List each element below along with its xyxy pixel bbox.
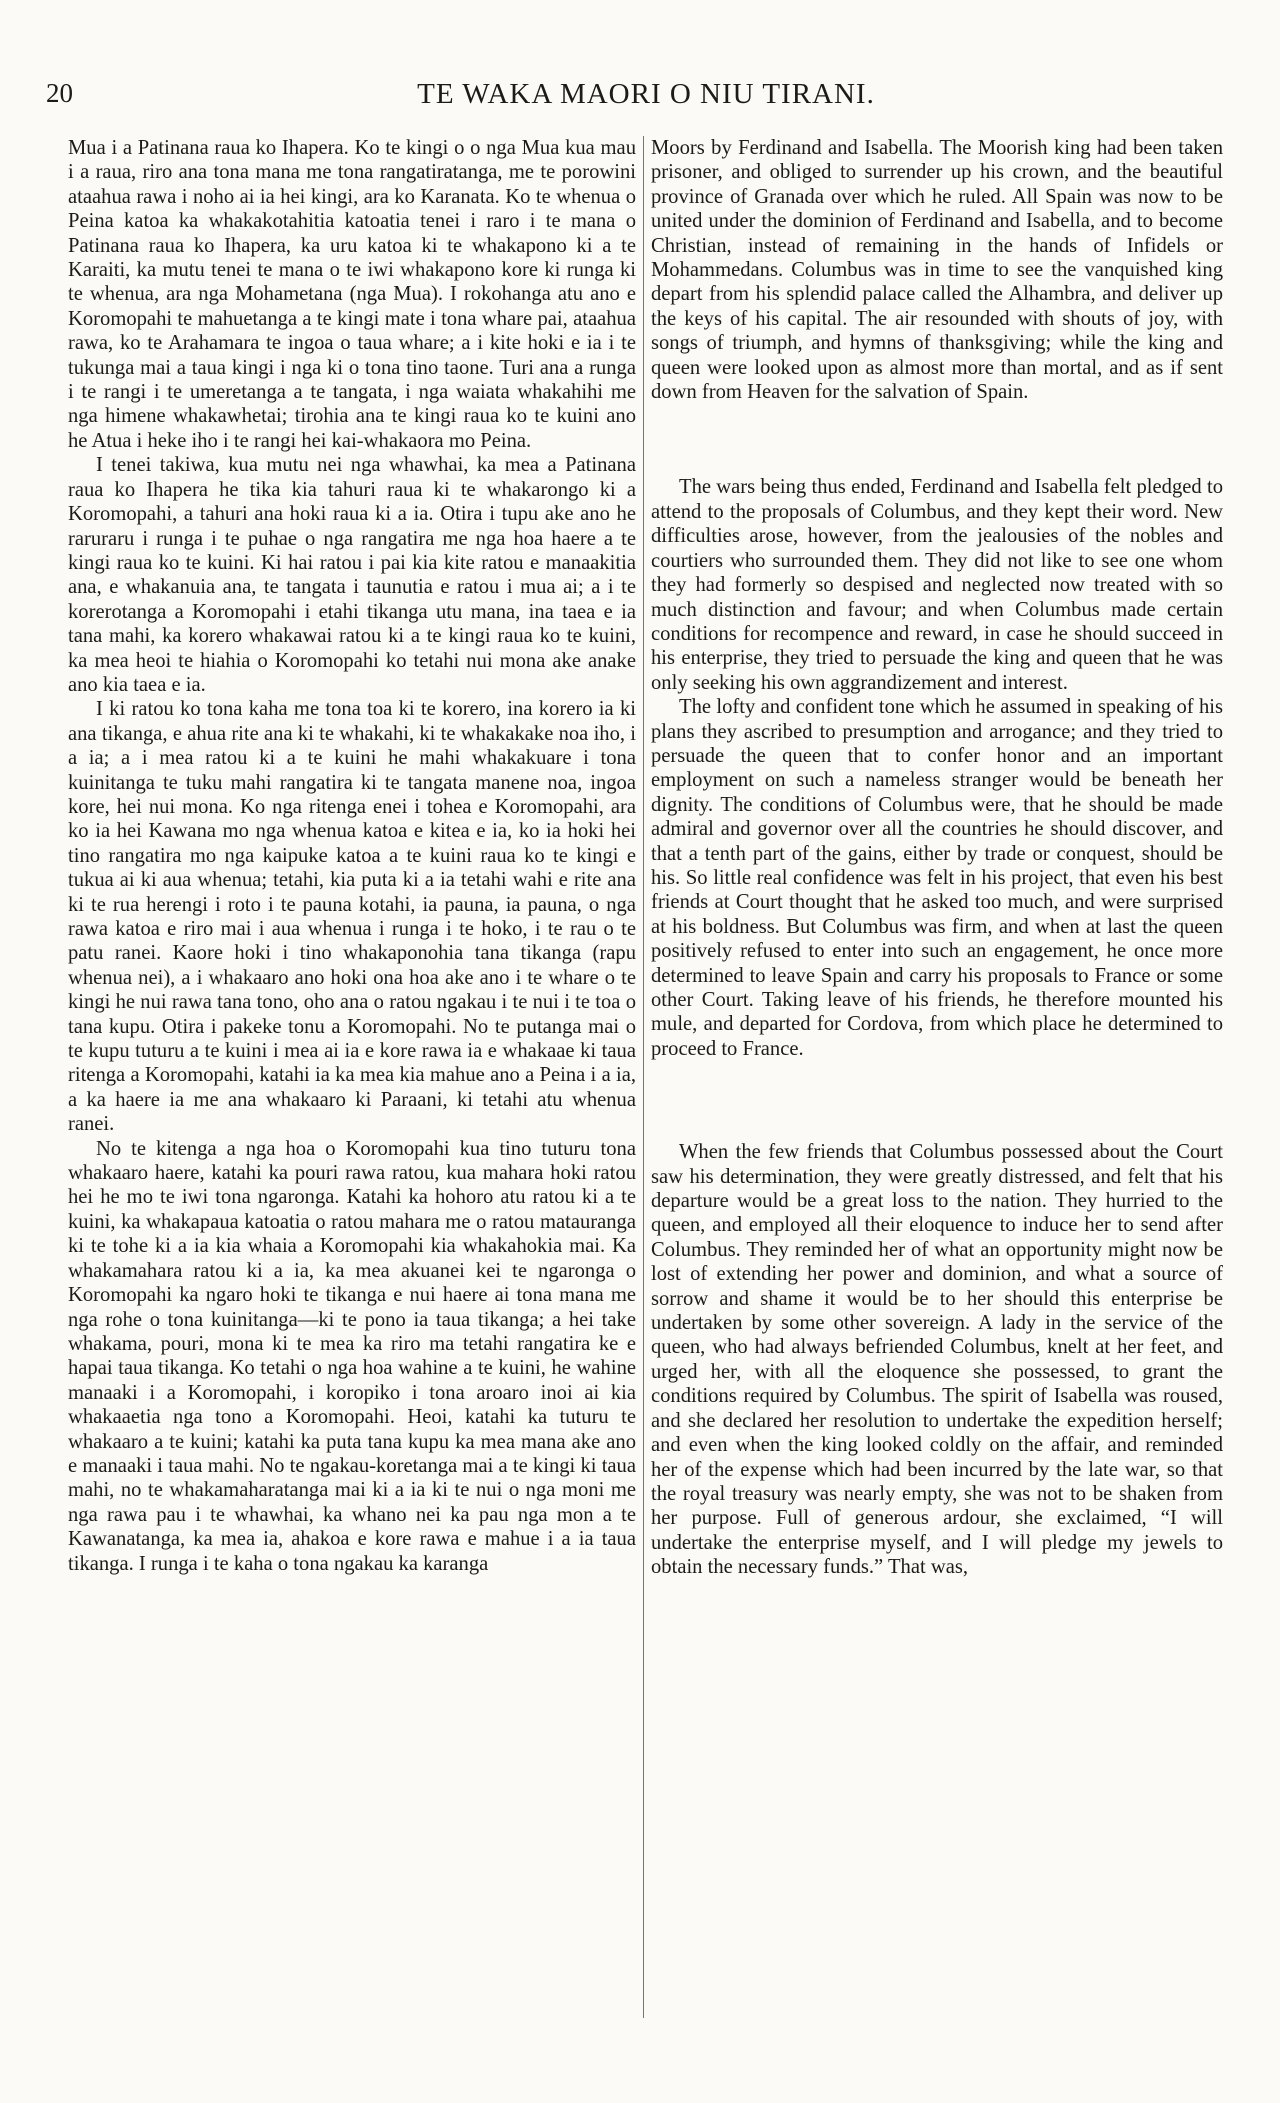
- column-divider: [643, 136, 644, 2018]
- maori-paragraph-3: I ki ratou ko tona kaha me tona toa ki te korero, ina korero ia ki ana tikanga, e ahua rite ana ki te whakahi, ki te whakakake noa iho, i a ia; a i mea ratou ki a te kuini he mahi whakakuare i tona kuinitanga te tuku mahi rangatira ki te tangata manene noa, ingoa kore, hei nui mona. Ko nga ritenga enei i tohea e Koromopahi, ara ko ia hei Kawana mo nga whenua katoa e kitea e ia, ko ia hoki hei tino rangatira mo nga kaipuke katoa a te kuini raua ko te kingi e tukua ai ki aua whenua; tetahi, kia puta ki a ia tetahi wahi e rite ana ki te rua herengi i roto i te pauna kotahi, ia pauna, ia pauna, o nga rawa katoa e riro mai i aua whenua i runga i te hoko, i te rau o te patu ranei. Kaore hoki i tino whakaponohia tana tikanga (rapu whenua nei), a i whakaaro ano hoki ona hoa ake ano i te whare o te kingi he nui rawa tana tono, oho ana o ratou ngakau i te nui i te toa o tana kupu. Otira i pakeke tonu a Koromopahi. No te putanga mai o te kupu tuturu a te kuini i mea ai ia e kore rawa ia e whakaae ki taua ritenga a Koromopahi, katahi ia ka mea kia mahue ano a Peina i a ia, a ka haere ia me ana whakaaro ki Paraani, ki tetahi atu whenua ranei.: [68, 698, 636, 1136]
- maori-paragraph-4: No te kitenga a nga hoa o Koromopahi kua tino tuturu tona whakaaro haere, katahi ka pouri rawa ratou, kua mahara hoki ratou hei he mo te iwi tona ngaronga. Katahi ka hohoro atu ratou ki a te kuini, ka whakapaua katoatia o ratou mahara me o ratou matauranga ki te tohe ki a ia kia whaia a Koromopahi kia whakahokia mai. Ka whakamahara ratou ki a ia, ka mea akuanei kei te ngaronga o Koromopahi ka ngaro hoki te tikanga e nui haere ai tona mana me nga rohe o tona kuinitanga—ki te pono ia taua tikanga; a hei take whakama, pouri, mona ki te mea ka riro ma tetahi rangatira ke e hapai taua tikanga. Ko tetahi o nga hoa wahine a te kuini, he wahine manaaki i a Koromopahi, i koropiko i tona aroaro inoi ai kia whakaaetia nga tono a Koromopahi. Heoi, katahi ka tuturu te whakaaro a te kuini; katahi ka puta tana kupu ka mea mana ake ano e manaaki i taua mahi. No te ngakau-koretanga mai a te kingi ki taua mahi, no te whakamaharatanga mai ki a ia ki te nui o nga moni me nga rawa pau i te whawhai, ka whano nei ka pau nga mon a te Kawanatanga, ka mea ia, ahakoa e kore rawa e mahue i a ia taua tikanga. I runga i te kaha o tona ngakau ka karanga: [68, 1137, 636, 1575]
- page-number: 20: [46, 78, 73, 108]
- english-paragraph-3: The lofty and confident tone which he assumed in speaking of his plans they ascribed to presumption and arrogance; and they tried to persuade the queen that to confer honor and an important employment on such a nameless stranger would be beneath her dignity. The conditions of Columbus were, that he should be made admiral and governor over all the countries he should discover, and that a tenth part of the gains, either by trade or conquest, should be his. So little real confidence was felt in his project, that even his best friends at Court thought that he asked too much, and were surprised at his boldness. But Columbus was firm, and when at last the queen positively refused to enter into such an engagement, he once more determined to leave Spain and carry his proposals to France or some other Court. Taking leave of his friends, he therefore mounted his mule, and departed for Cordova, from which place he determined to proceed to France.: [651, 696, 1223, 1060]
- english-column: [651, 136, 1223, 1580]
- english-paragraph-4: When the few friends that Columbus possessed about the Court saw his determination, they were greatly distressed, and felt that his departure would be a great loss to the nation. They hurried to the queen, and employed all their eloquence to induce her to send after Columbus. They reminded her of what an opportunity might now be lost of extending her power and dominion, and what a source of sorrow and shame it would be to her should this enterprise be undertaken by some other sovereign. A lady in the service of the queen, who had always befriended Columbus, knelt at her feet, and urged her, with all the eloquence she possessed, to grant the conditions required by Columbus. The spirit of Isabella was roused, and she declared her resolution to undertake the expedition herself; and even when the king looked coldly on the affair, and reminded her of the expense which had been incurred by the late war, so that the royal treasury was nearly empty, she was not to be shaken from her purpose. Full of generous ardour, she exclaimed, “I will undertake the enterprise myself, and I will pledge my jewels to obtain the necessary funds.” That was,: [651, 1141, 1223, 1579]
- english-paragraph-2: The wars being thus ended, Ferdinand and Isabella felt pledged to attend to the proposals of Columbus, and they kept their word. New difficulties arose, however, from the jealousies of the nobles and courtiers who surrounded them. They did not like to see one whom they had formerly so despised and neglected now treated with so much distinction and favour; and when Columbus made certain conditions for recompence and reward, in case he should succeed in his enterprise, they tried to persuade the king and queen that he was only seeking his own aggrandizement and interest.: [651, 476, 1223, 694]
- page-header: [46, 78, 1246, 118]
- maori-paragraph-1: Mua i a Patinana raua ko Ihapera. Ko te kingi o o nga Mua kua mau i a raua, riro ana tona mana me tona rangatiratanga, me te porowini ataahua rawa i noho ai ia hei kingi, ara ko Karanata. Ko te whenua o Peina katoa ka whakakotahitia katoatia tenei i raro i te mana o Patinana raua ko Ihapera, ka uru katoa ki te whakapono ki a te Karaiti, ka mutu tenei te mana o te iwi whakapono kore ki runga ki te whenua, ara nga Mohametana (nga Mua). I rokohanga atu ano e Koromopahi te mahuetanga a te kingi mate i tona whare pai, ataahua rawa, ko te Arahamara te ingoa o taua whare; a i kite hoki e ia i te tukunga mai a taua kingi i nga ki o tona tino taone. Turi ana a runga i te rangi i te umeretanga a te tangata, i nga waiata whakahihi me nga himene whakawhetai; tirohia ana te kingi raua ko te kuini ano he Atua i heke iho i te rangi hei kai-whakaora mo Peina.: [68, 137, 636, 452]
- maori-column: [68, 136, 636, 1576]
- maori-paragraph-2: I tenei takiwa, kua mutu nei nga whawhai, ka mea a Patinana raua ko Ihapera he tika kia tahuri raua ki te whakarongo ki a Koromopahi, a tahuri ana hoki raua ki a ia. Otira i tupu ake ano he raruraru i runga i te puhae o nga rangatira me nga hoa haere a te kingi raua ko te kuini. Ki hai ratou i pai kia kite ratou e manaakitia ana, e whakanuia ana, te tangata i taunutia e ratou i mua ai; a i te korerotanga a Koromopahi i etahi tikanga utu mana, ina taea e ia tana mahi, ka korero whakawai ratou ki a te kingi raua ko te kuini, ka mea heoi te hiahia o Koromopahi ko tetahi nui mona ake anake ano kia taea e ia.: [68, 454, 636, 696]
- english-paragraph-1: Moors by Ferdinand and Isabella. The Moorish king had been taken prisoner, and obliged to surrender up his crown, and the beautiful province of Granada over which he ruled. All Spain was now to be united under the dominion of Ferdinand and Isabella, and to become Christian, instead of remaining in the hands of Infidels or Mohammedans. Columbus was in time to see the vanquished king depart from his splendid palace called the Alhambra, and deliver up the keys of his capital. The air resounded with shouts of joy, with songs of triumph, and hymns of thanksgiving; while the king and queen were looked upon as almost more than mortal, and as if sent down from Heaven for the salvation of Spain.: [651, 137, 1223, 404]
- running-title: TE WAKA MAORI O NIU TIRANI.: [417, 78, 875, 110]
